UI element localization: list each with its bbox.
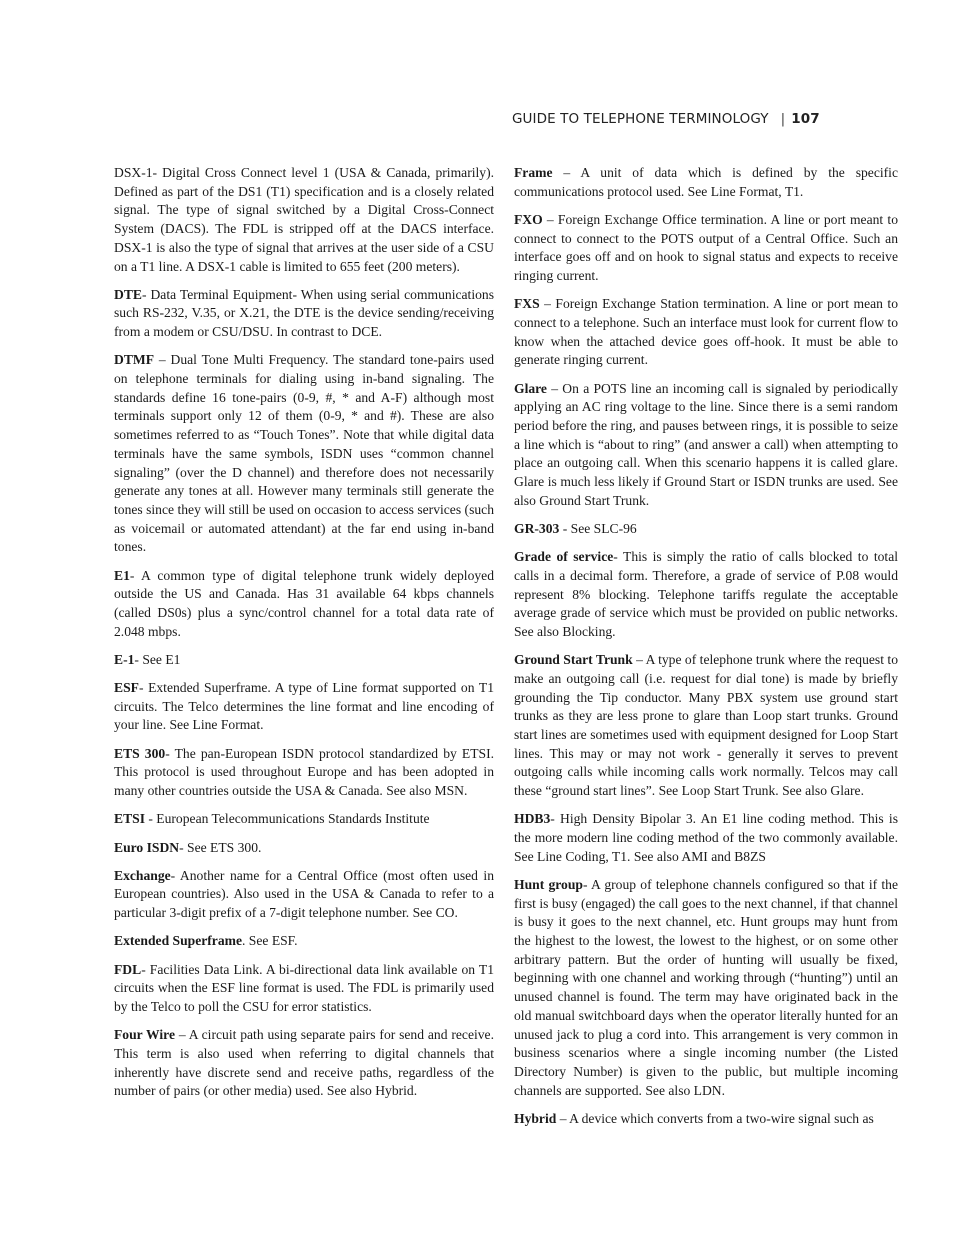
glossary-entry [514, 876, 898, 1100]
glossary-term: HDB3 [514, 811, 551, 827]
glossary-definition: – A unit of data which is defined by the specific communications protocol used. See Line Format, T1. [514, 165, 898, 199]
glossary-entry [514, 810, 898, 866]
glossary-term: Glare [514, 380, 547, 396]
glossary-term: DTMF [114, 352, 155, 368]
glossary-definition: - A common type of digital telephone trunk widely deployed outside the US and Canada. Has 31 available 64 kbps channels (called DS0s) plus a sync/control channel for a total data rate of 2.048 mbps. [114, 567, 494, 639]
glossary-entry [514, 211, 898, 286]
glossary-definition: – Dual Tone Multi Frequency. The standard tone-pairs used on telephone terminals for dialing using in-band signaling. The standards define 16 tone-pairs (0-9, #, * and A-F) although most terminals support only 12 of them (0-9, * and #). These are also sometimes referred to as “Touch Tones”. Note that while digital data terminals have the same symbols, ISDN uses “common channel signaling” (over the D channel) and therefore does not necessarily generate any tones at all. However many terminals still generate the tones since they will still be used on occasion to access services (such as voicemail or automated attendant) at the far end using in-band tones. [114, 352, 494, 555]
running-header [512, 111, 832, 131]
glossary-term: Grade of service [514, 549, 614, 565]
glossary-term: Frame [514, 165, 553, 180]
glossary-definition: - See E1 [134, 651, 181, 667]
glossary-term: FDL [114, 961, 142, 977]
glossary-definition: . See ESF. [242, 933, 298, 949]
glossary-entry [114, 164, 494, 276]
glossary-entry [114, 961, 494, 1017]
glossary-entry [114, 932, 494, 951]
right-column [514, 164, 898, 1138]
glossary-entry [114, 286, 494, 342]
glossary-term: Extended Superframe [114, 933, 242, 949]
glossary-definition: - A group of telephone channels configured so that if the first is busy (engaged) the call goes to the next channel, if that channel is busy it goes to the next channel, etc. Hunt groups may hunt from the highest to the lowest, the lowest to the highest, or on some other arbitrary pattern. But the order of hunting will usually be fixed, beginning with one channel and working through (“hunting”) until an unused channel is found. The term may have originated back in the old manual switchboard days when the operator literally hunted for an unused jack to plug a cord into. This arrangement is very common in business scenarios where a single incoming number (the Listed Directory Number) is given to the public, but multiple incoming channels are supported. See also LDN. [514, 876, 899, 1098]
glossary-definition: - The pan-European ISDN protocol standardized by ETSI. This protocol is used throughout Europe and has been adopted in many other countries outside the USA & Canada. See also MSN. [114, 745, 494, 799]
glossary-definition: - Extended Superframe. A type of Line format supported on T1 circuits. The Telco determines the line format and line encoding of your line. See Line Format. [114, 680, 494, 733]
glossary-entry [514, 520, 898, 539]
glossary-entry [114, 651, 494, 670]
glossary-entry [114, 679, 494, 735]
glossary-term: Ground Start Trunk [514, 652, 633, 668]
glossary-entry [514, 164, 898, 201]
glossary-entry [514, 295, 898, 370]
glossary-entry [114, 839, 494, 858]
glossary-term: Hybrid [514, 1110, 557, 1126]
glossary-term: Four Wire [114, 1027, 175, 1043]
glossary-definition: - Facilities Data Link. A bi-directional data link available on T1 circuits when the ESF line format is used. The FDL is primarily used by the Telco to poll the CSU for error statistics. [114, 961, 494, 1014]
glossary-entry [114, 810, 494, 829]
glossary-definition: - This is simply the ratio of calls blocked to total calls in a decimal form. Therefore, a grade of service of P.08 would represent 8% blocking. Telephone tariffs regulate the acceptable average grade of service which must be provided on public networks. See also Blocking. [514, 549, 898, 639]
glossary-entry [514, 380, 898, 511]
glossary-definition: - See SLC-96 [559, 520, 637, 536]
glossary-definition: – On a POTS line an incoming call is signaled by periodically applying an AC ring voltage to the line. Since there is a semi random period before the ring, and pauses between rings, it is possible to seize a line which is “about to ring” (and answer a call) when attempting to place an outgoing call. When this scenario happens it is called glare. Glare is much less likely if Ground Start or ISDN trunks are used. See also Ground Start Trunk. [514, 380, 898, 508]
glossary-definition: DSX-1- Digital Cross Connect level 1 (USA & Canada, primarily). Defined as part of the DS1 (T1) specification and is a closely related signal. The type of signal switched by a Digital Cross-Connect System (DACS). The FDL is stripped off at the DACS interface. DSX-1 is also the type of signal that arrives at the user side of a CSU on a T1 line. A DSX-1 cable is limited to 655 feet (200 meters). [114, 165, 494, 274]
glossary-entry [114, 745, 494, 801]
glossary-definition: – Foreign Exchange Station termination. A line or port mean to connect to a telephone. Such an interface must look for current flow to know when the attached device goes off-hook. It must be able to generate ringing current. [514, 296, 898, 368]
glossary-term: FXO [514, 211, 543, 227]
glossary-definition: – Foreign Exchange Office termination. A line or port meant to connect to connect to the POTS output of a Central Office. Such an interface goes off and on hook to signal status and expects to receive ringing current. [514, 211, 898, 284]
glossary-term: ESF [114, 680, 139, 696]
glossary-term: E1 [114, 567, 130, 583]
glossary-entry [514, 1110, 898, 1129]
glossary-term: Hunt group [514, 876, 583, 892]
glossary-term: DTE [114, 286, 142, 302]
glossary-term: ETS 300 [114, 745, 166, 761]
glossary-term: ETSI [114, 811, 145, 827]
glossary-entry [114, 1026, 494, 1101]
glossary-entry [514, 651, 898, 801]
page-number: 107 [791, 111, 820, 127]
glossary-term: Exchange [114, 867, 171, 883]
glossary-definition: – A device which converts from a two-wire signal such as [556, 1110, 874, 1126]
glossary-definition: - See ETS 300. [179, 839, 262, 855]
glossary-definition: – A circuit path using separate pairs for send and receive. This term is also used when referring to digital channels that inherently have discrete send and receive paths, regardless of the number of pairs (or other media) used. See also Hybrid. [114, 1027, 494, 1099]
glossary-entry [114, 567, 494, 642]
header-title: GUIDE TO TELEPHONE TERMINOLOGY [512, 111, 769, 127]
glossary-term: GR-303 [514, 520, 560, 536]
glossary-definition: - Data Terminal Equipment- When using serial communications such RS-232, V.35, or X.21, the DTE is the device sending/receiving from a modem or CSU/DSU. In contrast to DCE. [114, 286, 494, 340]
left-column [114, 164, 494, 1110]
glossary-definition: – A type of telephone trunk where the request to make an outgoing call (i.e. request for dial tone) is made by briefly grounding the Tip conductor. Many PBX system use ground start trunks as they are less prone to glare than Loop start trunks. Ground start lines are sometimes used with equipment designed for Loop Start lines. This may or may not work - generally it serves to prevent outgoing calls while incoming calls work normally. Telcos may call these “ground start lines”. See Loop Start Trunk. See also Glare. [514, 652, 898, 799]
glossary-definition: - High Density Bipolar 3. An E1 line coding method. This is the more modern line coding method of the two commonly available. See Line Coding, T1. See also AMI and B8ZS [514, 811, 898, 864]
header-separator: | [780, 111, 786, 127]
glossary-term: E-1 [114, 651, 135, 667]
glossary-term: FXS [514, 296, 540, 312]
glossary-term: Euro ISDN [114, 839, 180, 855]
glossary-definition: - European Telecommunications Standards Institute [144, 811, 430, 827]
glossary-entry [514, 548, 898, 642]
glossary-definition: - Another name for a Central Office (most often used in European countries). Also used in the USA & Canada to refer to a particular 3-digit prefix of a 7-digit telephone number. See CO. [114, 867, 494, 921]
glossary-entry [114, 867, 494, 923]
glossary-entry [114, 351, 494, 557]
